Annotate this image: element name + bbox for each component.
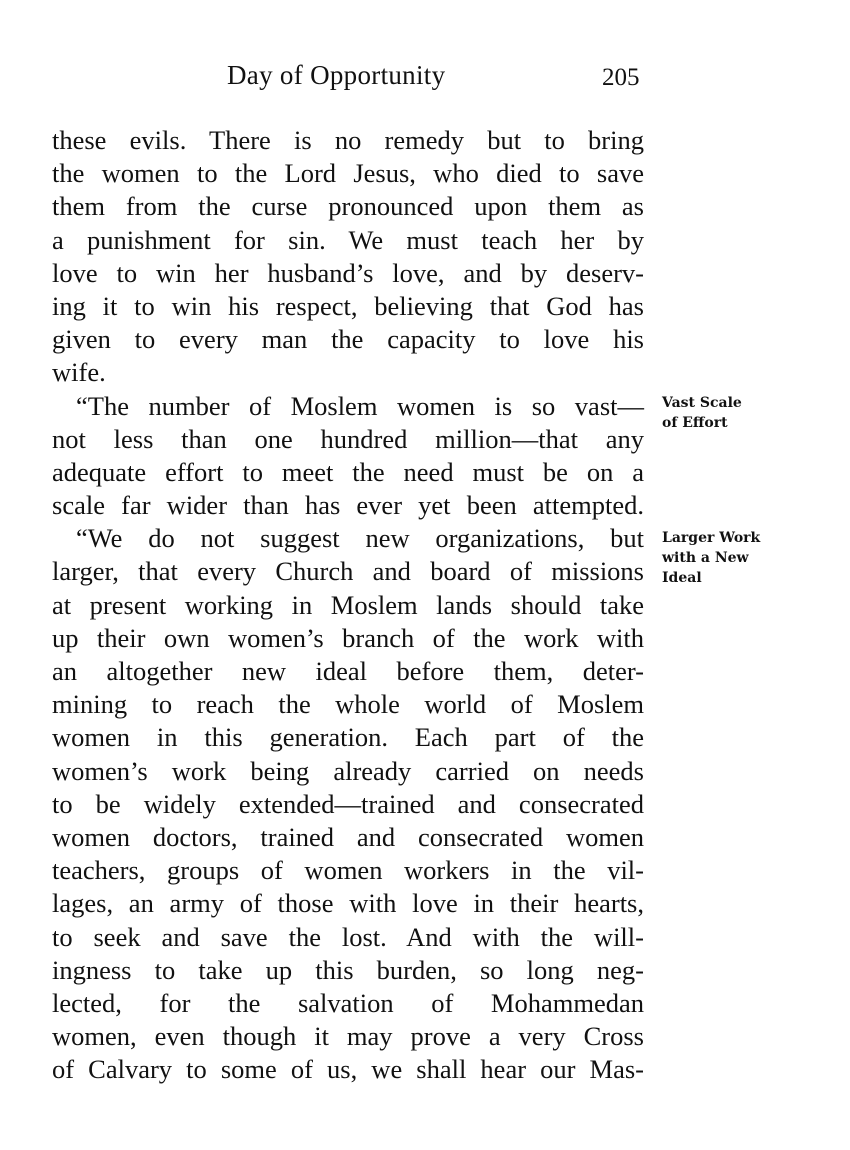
- text-line: “The number of Moslem women is so vast—: [76, 390, 644, 421]
- running-title: Day of Opportunity: [227, 60, 446, 90]
- text-line: to be widely extended—trained and consecrated: [52, 788, 644, 819]
- text-line: scale far wider than has ever yet been attempted.: [52, 490, 644, 521]
- text-line: at present working in Moslem lands should take: [52, 589, 644, 620]
- sidenote-line: Ideal: [662, 570, 702, 586]
- text-line: an altogether new ideal before them, deter-: [52, 656, 644, 686]
- text-line: ingness to take up this burden, so long neg-: [52, 954, 644, 985]
- text-line: of Calvary to some of us, we shall hear our Mas-: [52, 1054, 644, 1085]
- text-line: adequate effort to meet the need must be on a: [52, 456, 644, 487]
- text-line: a punishment for sin. We must teach her by: [52, 224, 644, 255]
- text-line: up their own women’s branch of the work with: [52, 622, 644, 653]
- text-line: lected, for the salvation of Mohammedan: [52, 987, 644, 1018]
- text-line: love to win her husband’s love, and by deserv-: [52, 257, 644, 288]
- text-line: mining to reach the whole world of Moslem: [52, 689, 644, 720]
- text-line: to seek and save the lost. And with the will-: [52, 921, 644, 952]
- text-line: women in this generation. Each part of the: [52, 722, 644, 753]
- text-line: not less than one hundred million—that any: [52, 423, 644, 454]
- sidenote-line: Vast Scale: [662, 395, 742, 411]
- text-line: given to every man the capacity to love his: [52, 324, 644, 355]
- sidenote-line: of Effort: [662, 415, 728, 431]
- text-line: the women to the Lord Jesus, who died to save: [52, 158, 644, 189]
- text-line: them from the curse pronounced upon them as: [52, 191, 644, 222]
- text-line: wife.: [52, 357, 106, 388]
- text-line: teachers, groups of women workers in the vil-: [52, 855, 644, 886]
- text-line: women’s work being already carried on needs: [52, 755, 644, 786]
- text-line: women doctors, trained and consecrated women: [52, 821, 644, 852]
- running-head: [52, 60, 652, 100]
- text-line: “We do not suggest new organizations, but: [76, 523, 644, 554]
- text-line: women, even though it may prove a very Cross: [52, 1021, 644, 1052]
- page-number: 205: [602, 64, 640, 91]
- sidenote-vast-scale: [662, 393, 812, 433]
- sidenote-line: Larger Work: [662, 530, 761, 546]
- sidenote-line: with a New: [662, 550, 749, 566]
- text-line: larger, that every Church and board of missions: [52, 556, 644, 587]
- body-text: [52, 124, 644, 1086]
- sidenote-larger-work: [662, 528, 812, 588]
- text-line: lages, an army of those with love in their hearts,: [52, 888, 644, 919]
- text-line: these evils. There is no remedy but to bring: [52, 125, 644, 155]
- text-line: ing it to win his respect, believing that God has: [52, 290, 644, 321]
